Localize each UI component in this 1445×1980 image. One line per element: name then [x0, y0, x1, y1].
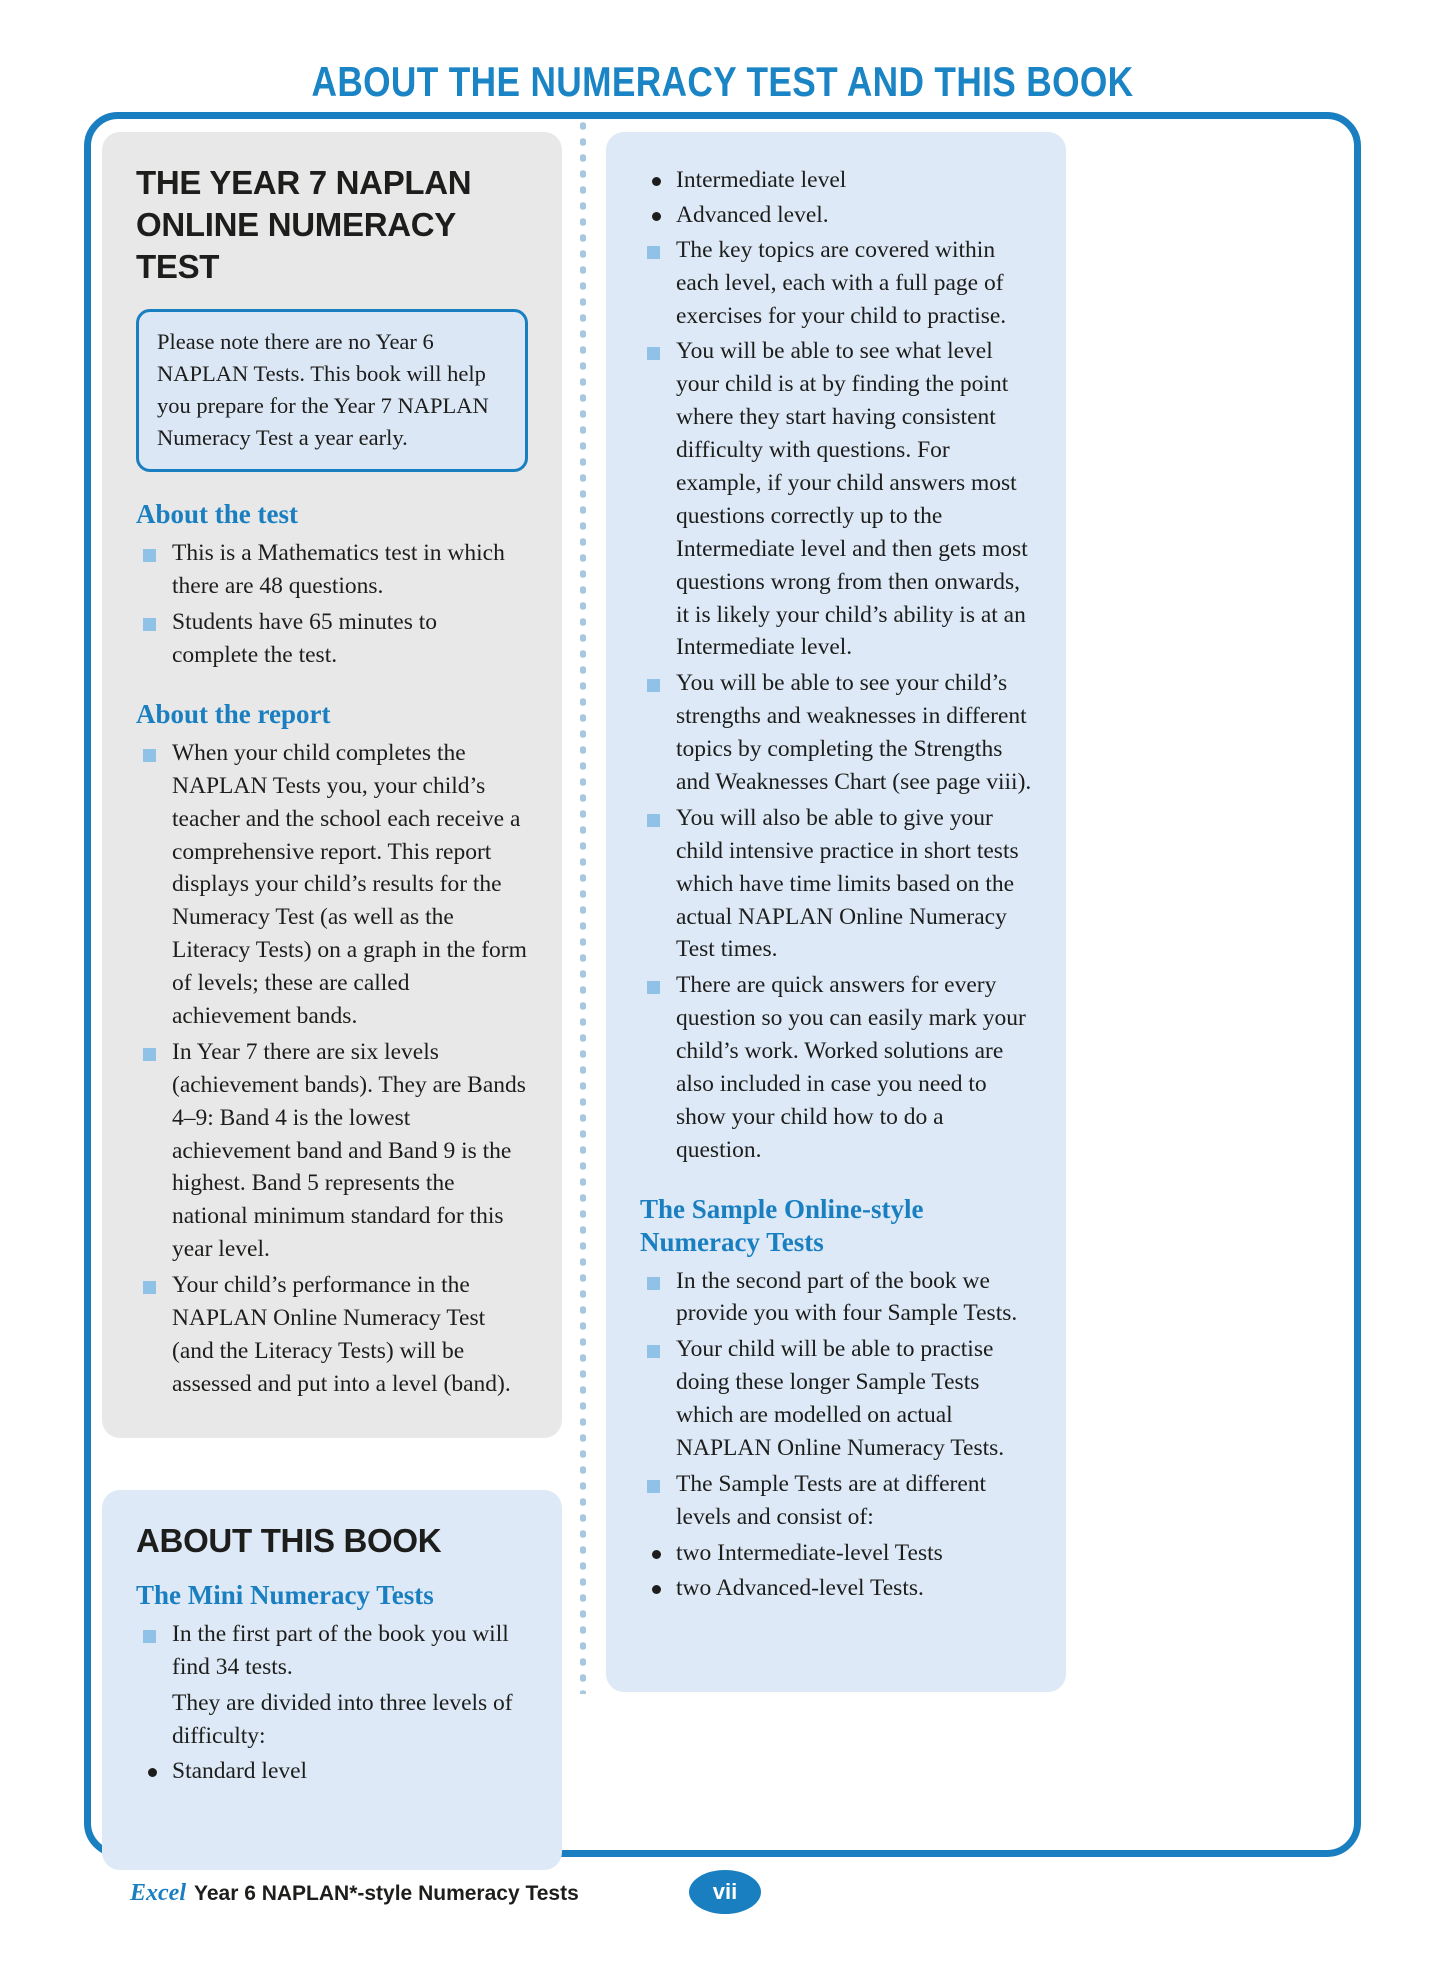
page-title: ABOUT THE NUMERACY TEST AND THIS BOOK [311, 58, 1134, 105]
footer-title-text: Year 6 NAPLAN*-style Numeracy Tests [193, 1882, 579, 1905]
heading-sample-online-style-tests: The Sample Online-style Numeracy Tests [640, 1193, 924, 1257]
list-sample-tests [640, 1265, 1032, 1534]
list-item: Standard level [136, 1755, 528, 1788]
list-mini-numeracy-tests [136, 1618, 528, 1684]
list-item: Students have 65 minutes to complete the test. [136, 606, 528, 672]
list-item: The Sample Tests are at different levels and consist of: [640, 1468, 1032, 1534]
page-footer [0, 1880, 1445, 1940]
panel-year7-naplan-test [102, 132, 562, 1438]
panel-right-content [606, 132, 1066, 1692]
panel-about-this-book [102, 1490, 562, 1870]
list-item: You will also be able to give your child intensive practice in short tests which have time limits based on the actual NAPLAN Online Numeracy Test times. [640, 802, 1032, 966]
list-about-the-test [136, 537, 528, 672]
left-column [102, 132, 562, 1870]
heading-about-the-report: About the report [136, 698, 331, 729]
list-item: The key topics are covered within each level, each with a full page of exercises for your child to practise. [640, 234, 1032, 333]
mini-tests-continuation: They are divided into three levels of difficulty: [172, 1689, 513, 1749]
list-item: There are quick answers for every question so you can easily mark your child’s work. Worked solutions are also included in case you need to show your child how to do a question. [640, 969, 1032, 1166]
list-item: You will be able to see what level your child is at by finding the point where they start having consistent difficulty with questions. For example, if your child answers most questions correctly up to the Intermediate level and then gets most questions wrong from then onwards, it is likely your child’s ability is at an Intermediate level. [640, 335, 1032, 664]
note-callout [136, 309, 528, 473]
list-sample-tests-levels [640, 1537, 1032, 1605]
footer-book-title [130, 1880, 579, 1907]
panel-title-line-2: ONLINE NUMERACY TEST [136, 206, 456, 286]
list-item: This is a Mathematics test in which there are 48 questions. [136, 537, 528, 603]
content-columns [102, 132, 1345, 1842]
list-item: two Intermediate-level Tests [640, 1537, 1032, 1570]
heading-about-the-test: About the test [136, 499, 298, 530]
list-item: You will be able to see your child’s strengths and weaknesses in different topics by completing the Strengths and Weaknesses Chart (see page viii). [640, 667, 1032, 799]
footer-brand: Excel [130, 1880, 186, 1906]
list-item: two Advanced-level Tests. [640, 1572, 1032, 1605]
right-column [606, 132, 1066, 1692]
list-item: In the second part of the book we provide you with four Sample Tests. [640, 1265, 1032, 1331]
list-item: Intermediate level [640, 164, 1032, 197]
list-book-features [640, 234, 1032, 1167]
list-item: In Year 7 there are six levels (achievement bands). They are Bands 4–9: Band 4 is the lowest achievement band and Band 9 is the highest. Band 5 represents the national minimum standard for this year level. [136, 1036, 528, 1266]
page-number-badge: vii [689, 1870, 761, 1914]
note-text: Please note there are no Year 6 NAPLAN Tests. This book will help you prepare for the Year 7 NAPLAN Numeracy Test a year early. [157, 328, 489, 450]
list-mini-tests-levels [136, 1755, 528, 1788]
list-about-the-report [136, 737, 528, 1401]
panel-title-about-this-book: ABOUT THIS BOOK [136, 1521, 442, 1559]
list-levels-continued [640, 164, 1032, 232]
list-item: When your child completes the NAPLAN Tests you, your child’s teacher and the school each receive a comprehensive report. This report displays your child’s results for the Numeracy Test (as well as the Literacy Tests) on a graph in the form of levels; these are called achievement bands. [136, 737, 528, 1033]
list-item: Your child’s performance in the NAPLAN Online Numeracy Test (and the Literacy Tests) will be assessed and put into a level (band). [136, 1269, 528, 1401]
list-item: In the first part of the book you will find 34 tests. [136, 1618, 528, 1684]
list-item: Your child will be able to practise doing these longer Sample Tests which are modelled on actual NAPLAN Online Numeracy Tests. [640, 1333, 1032, 1465]
heading-mini-numeracy-tests: The Mini Numeracy Tests [136, 1579, 434, 1610]
list-item: Advanced level. [640, 199, 1032, 232]
panel-title-line-1: THE YEAR 7 NAPLAN [136, 164, 472, 201]
column-divider [580, 118, 586, 1694]
panel-title-year7 [136, 162, 528, 289]
